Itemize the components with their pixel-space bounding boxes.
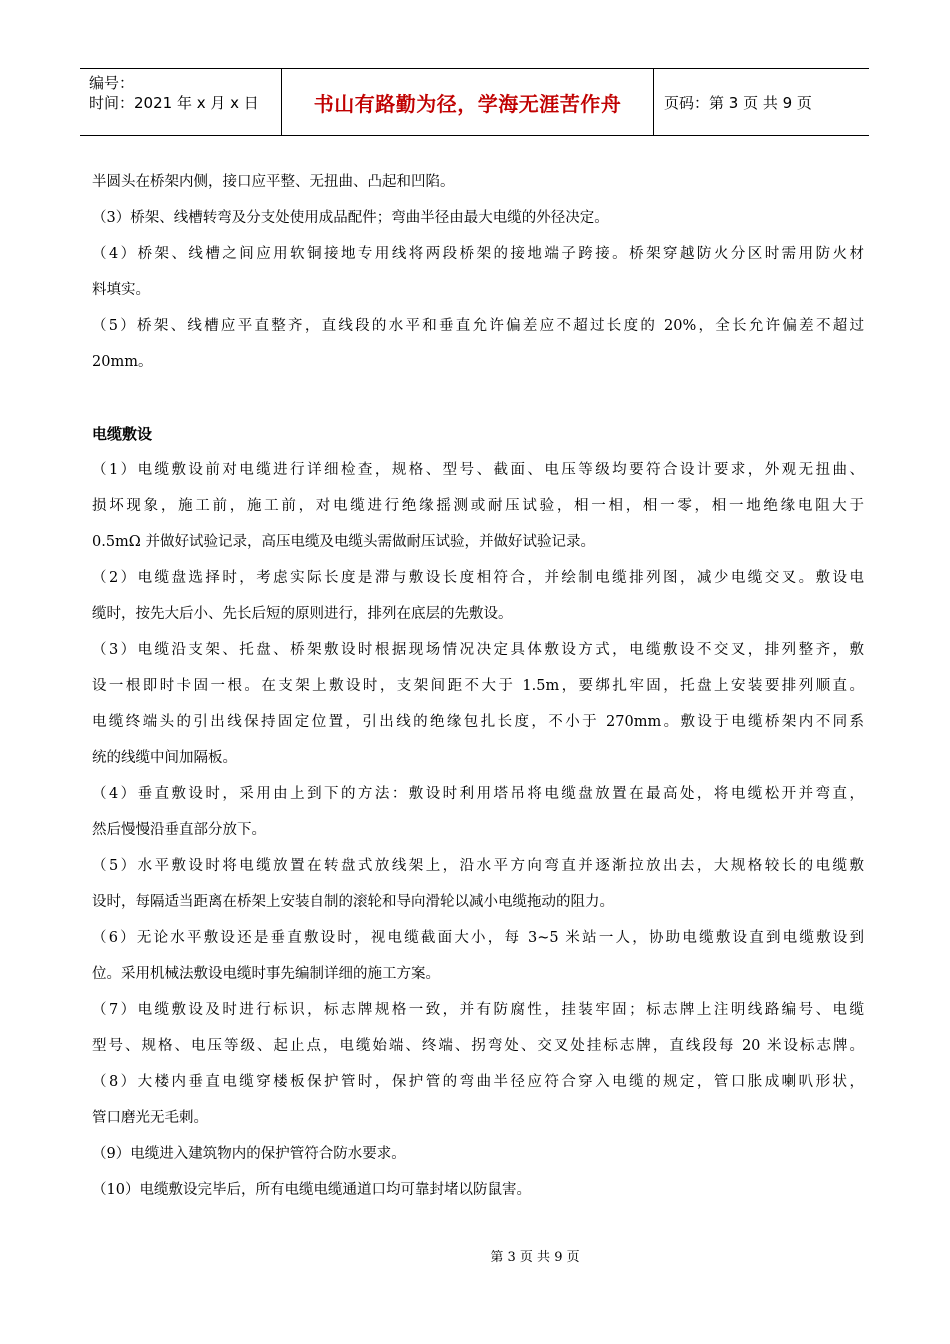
section-line: 电缆终端头的引出线保持固定位置，引出线的绝缘包扎长度，不小于 270mm。敷设于电缆桥架内不同系 xyxy=(92,714,864,730)
body-line: 20mm。 xyxy=(92,354,153,370)
header-meta xyxy=(80,69,282,135)
section-line: 缆时，按先大后小、先长后短的原则进行，排列在底层的先敷设。 xyxy=(92,606,513,622)
section-line: （6）无论水平敷设还是垂直敷设时，视电缆截面大小，每 3~5 米站一人，协助电缆敷设直到电缆敷设到 xyxy=(92,930,864,946)
section-line: （10）电缆敷设完毕后，所有电缆电缆通道口均可靠封堵以防鼠害。 xyxy=(92,1182,531,1198)
paragraph-gap xyxy=(92,380,864,416)
section-line: 然后慢慢沿垂直部分放下。 xyxy=(92,822,266,838)
section-line: （7）电缆敷设及时进行标识，标志牌规格一致，并有防腐性，挂装牢固；标志牌上注明线路编号、电缆 xyxy=(92,1002,864,1018)
header-motto: 书山有路勤为径，学海无涯苦作舟 xyxy=(282,69,654,135)
section-line: （5）水平敷设时将电缆放置在转盘式放线架上，沿水平方向弯直并逐渐拉放出去，大规格较长的电缆敷 xyxy=(92,858,864,874)
document-header xyxy=(80,68,869,136)
section-line: 设时，每隔适当距离在桥架上安装自制的滚轮和导向滑轮以减小电缆拖动的阻力。 xyxy=(92,894,614,910)
document-number-label: 编号： xyxy=(89,74,135,92)
body-line: （5）桥架、线槽应平直整齐，直线段的水平和垂直允许偏差应不超过长度的 20%，全长允许偏差不超过 xyxy=(92,318,864,334)
section-line: 位。采用机械法敷设电缆时事先编制详细的施工方案。 xyxy=(92,966,440,982)
body-line: （4）桥架、线槽之间应用软铜接地专用线将两段桥架的接地端子跨接。桥架穿越防火分区时需用防火材 xyxy=(92,246,864,262)
section-line: （3）电缆沿支架、托盘、桥架敷设时根据现场情况决定具体敷设方式，电缆敷设不交叉，排列整齐，敷 xyxy=(92,642,864,658)
section-line: （4）垂直敷设时，采用由上到下的方法：敷设时利用塔吊将电缆盘放置在最高处，将电缆松开并弯直， xyxy=(92,786,864,802)
header-page-number: 页码：第 3 页 共 9 页 xyxy=(664,93,812,112)
section-line: （9）电缆进入建筑物内的保护管符合防水要求。 xyxy=(92,1146,406,1162)
body-line: （3）桥架、线槽转弯及分支处使用成品配件；弯曲半径由最大电缆的外径决定。 xyxy=(92,210,609,226)
page-footer: 第 3 页 共 9 页 xyxy=(490,1250,580,1265)
body-line: 料填实。 xyxy=(92,282,150,298)
section-line: 统的线缆中间加隔板。 xyxy=(92,750,237,766)
section-line: 损坏现象，施工前，施工前，对电缆进行绝缘摇测或耐压试验，相一相，相一零，相一地绝缘电阻大于 xyxy=(92,498,864,514)
body-line: 半圆头在桥架内侧，接口应平整、无扭曲、凸起和凹陷。 xyxy=(92,174,455,190)
section-line: 管口磨光无毛刺。 xyxy=(92,1110,208,1126)
section-line: 型号、规格、电压等级、起止点，电缆始端、终端、拐弯处、交叉处挂标志牌，直线段每 20 米设标志牌。 xyxy=(92,1038,864,1054)
section-line: 设一根即时卡固一根。在支架上敷设时，支架间距不大于 1.5m，要绑扎牢固，托盘上安装要排列顺直。 xyxy=(92,678,864,694)
section-line: （8）大楼内垂直电缆穿楼板保护管时，保护管的弯曲半径应符合穿入电缆的规定，管口胀成喇叭形状， xyxy=(92,1074,864,1090)
section-line: （1）电缆敷设前对电缆进行详细检查，规格、型号、截面、电压等级均要符合设计要求，外观无扭曲、 xyxy=(92,462,864,478)
section-line: （2）电缆盘选择时，考虑实际长度是滞与敷设长度相符合，并绘制电缆排列图，减少电缆交叉。敷设电 xyxy=(92,570,864,586)
document-date-label: 时间：2021 年 x 月 x 日 xyxy=(89,94,259,112)
section-title: 电缆敷设 xyxy=(92,425,153,443)
section-line: 0.5mΩ 并做好试验记录，高压电缆及电缆头需做耐压试验，并做好试验记录。 xyxy=(92,534,595,550)
document-body xyxy=(92,164,864,1208)
